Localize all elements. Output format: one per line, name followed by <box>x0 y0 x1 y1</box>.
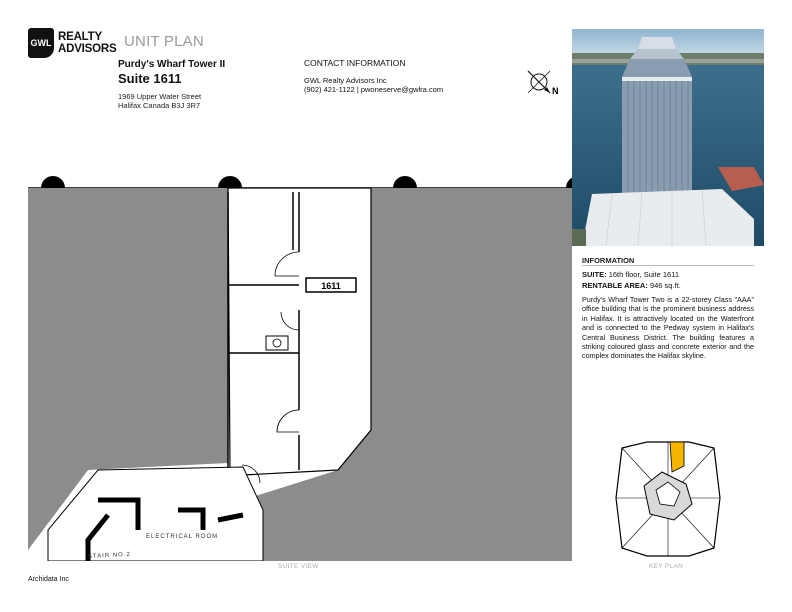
north-arrow-icon <box>524 66 564 100</box>
column-icon <box>41 176 65 188</box>
info-description: Purdy's Wharf Tower Two is a 22-storey Class "AAA" office building that is the prominent business address in Halifax. It is attractively located on the Waterfront and is connected to the Pedway system in Halifax's Central Business District. The building features a striking coloured glass and concrete exterior and the complex dominates the Halifax skyline. <box>582 295 754 361</box>
contact-phone-email[interactable]: (902) 421-1122 | pwoneserve@gwlra.com <box>304 85 444 94</box>
compass-label: N <box>552 86 559 96</box>
building-name: Purdy's Wharf Tower II <box>118 59 226 70</box>
info-suite-value: 16th floor, Suite 1611 <box>608 270 680 279</box>
footer-credit: Archidata Inc <box>28 576 69 583</box>
sink-icon <box>266 336 288 350</box>
info-suite-key: SUITE: <box>582 270 607 279</box>
address-line-2: Halifax Canada B3J 3R7 <box>118 101 201 110</box>
stair-label: STAIR NO.2 <box>87 551 131 560</box>
address-line-1: 1969 Upper Water Street <box>118 92 202 101</box>
suite-title: Suite 1611 <box>118 71 182 86</box>
info-area-key: RENTABLE AREA: <box>582 281 648 290</box>
company-logo <box>28 28 116 58</box>
column-icons <box>41 176 572 188</box>
info-area <box>582 281 681 290</box>
suite-view-caption: SUITE VIEW <box>278 563 319 570</box>
info-divider <box>582 265 754 266</box>
unit-number: 1611 <box>321 281 341 291</box>
key-plan-caption: KEY PLAN <box>649 563 684 570</box>
column-icon <box>393 176 417 188</box>
key-plan <box>612 438 724 560</box>
info-suite <box>582 270 679 279</box>
logo-mark: GWL <box>28 28 54 58</box>
column-icon <box>218 176 242 188</box>
contact-company: GWL Realty Advisors Inc <box>304 76 387 85</box>
suite-floor-plan <box>28 170 572 561</box>
info-area-value: 946 sq.ft. <box>649 281 681 290</box>
document-title: UNIT PLAN <box>124 33 204 50</box>
logo-wordmark <box>58 31 116 55</box>
column-icon <box>566 176 572 188</box>
logo-line-2: ADVISORS <box>58 43 117 55</box>
electrical-room-label: ELECTRICAL ROOM <box>146 534 219 540</box>
building-core <box>48 467 263 561</box>
info-heading: INFORMATION <box>582 256 635 265</box>
contact-heading: CONTACT INFORMATION <box>304 58 406 68</box>
logo-line-1: REALTY <box>58 31 102 43</box>
building-photo <box>572 29 764 246</box>
